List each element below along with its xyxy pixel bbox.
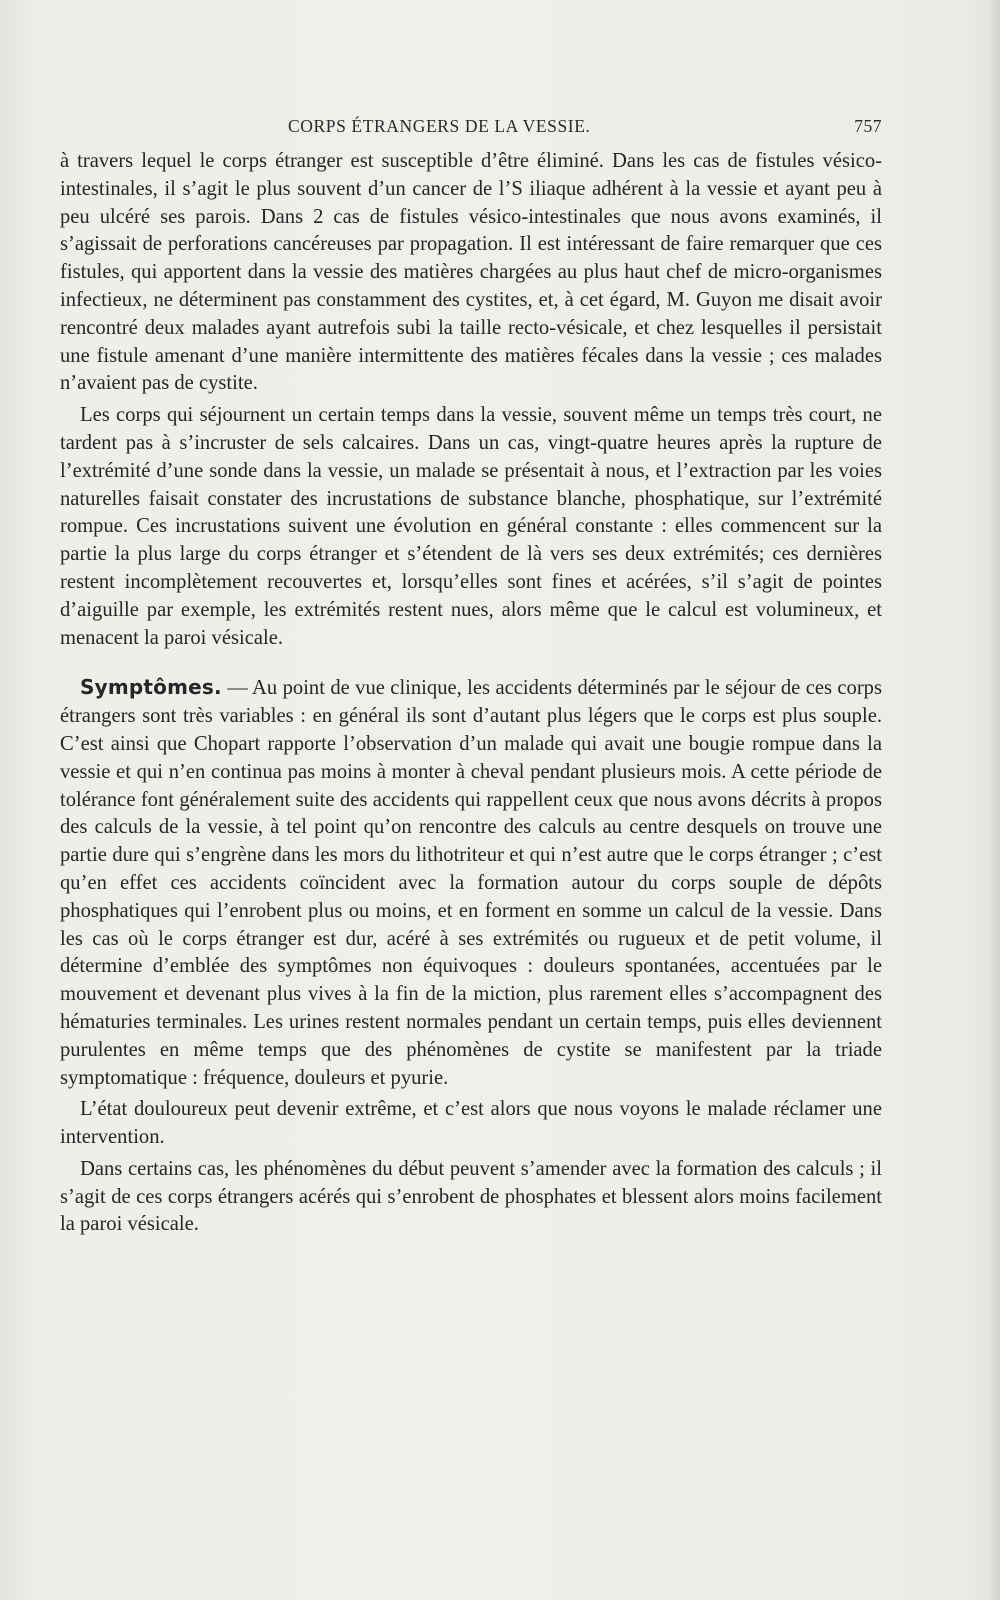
- paragraph-symptomes: [60, 674, 882, 1092]
- running-title: CORPS ÉTRANGERS DE LA VESSIE.: [288, 116, 591, 136]
- page-edge-shadow: [986, 0, 1000, 1600]
- page-header: [60, 116, 882, 142]
- section-heading: Symptômes.: [80, 675, 222, 700]
- section-text: — Au point de vue clinique, les accidents déterminés par le séjour de ces corps étrangers sont très variables : en général ils sont d’autant plus légers que le corps est plus souple. C’est ainsi que Chopart rapporte l’observation d’un malade qui avait une bougie rompue dans la vessie et qui n’en continua pas moins à monter à cheval pendant plusieurs mois. A cette période de tolérance font généralement suite des accidents qui rappellent ceux que nous avons décrits à propos des calculs de la vessie, à tel point qu’on rencontre des calculs au centre desquels on trouve une partie dure qui s’engrène dans les mors du lithotriteur et qui n’est autre que le corps étranger ; c’est qu’en effet ces accidents coïncident avec la formation autour du corps souple de dépôts phosphatiques qui l’enrobent plus ou moins, et en forment en somme un calcul de la vessie. Dans les cas où le corps étranger est dur, acéré à ses extrémités ou rugueux et de petit volume, il détermine d’emblée des symptômes non équivoques : douleurs spontanées, accentuées par le mouvement et devenant plus vives à la fin de la miction, plus rarement elles s’accompagnent des hématuries terminales. Les urines restent normales pendant un certain temps, puis elles deviennent purulentes en même temps que des phénomènes de cystite se manifestent par la triade symptomatique : fréquence, douleurs et pyurie.: [60, 677, 882, 1089]
- body-text: [60, 148, 882, 1239]
- paragraph-etat-douloureux: L’état douloureux peut devenir extrême, et c’est alors que nous voyons le malade réclamer une intervention.: [60, 1098, 882, 1149]
- paragraph-incrustations: Les corps qui séjournent un certain temps dans la vessie, souvent même un temps très court, ne tardent pas à s’incruster de sels calcaires. Dans un cas, vingt-quatre heures après la rupture de l’extrémité d’une sonde dans la vessie, un malade se présentait à nous, et l’extraction par les voies naturelles faisait constater des incrustations de substance blanche, phosphatique, sur l’extrémité rompue. Ces incrustations suivent une évolution en général constante : elles commencent sur la partie la plus large du corps étranger et s’étendent de là vers ses deux extrémités; ces dernières restent incomplètement recouvertes et, lorsqu’elles sont fines et acérées, s’il s’agit de pointes d’aiguille par exemple, les extrémités restent nues, alors même que le calcul est volumineux, et menacent la paroi vésicale.: [60, 404, 882, 649]
- paragraph-certains-cas: Dans certains cas, les phénomènes du début peuvent s’amender avec la formation des calculs ; il s’agit de ces corps étrangers acérés qui s’enrobent de phosphates et blessent alors moins facilement la paroi vésicale.: [60, 1157, 882, 1236]
- page-number: 757: [854, 116, 882, 136]
- paragraph-continuation: à travers lequel le corps étranger est susceptible d’être éliminé. Dans les cas de fistules vésico-intestinales, il s’agit le plus souvent d’un cancer de l’S iliaque adhérent à la vessie et ayant peu à peu ulcéré ses parois. Dans 2 cas de fistules vésico-intestinales que nous avons examinés, il s’agissait de perforations cancéreuses par propagation. Il est intéressant de faire remarquer que ces fistules, qui apportent dans la vessie des matières chargées au plus haut chef de micro-organismes infectieux, ne déterminent pas constamment des cystites, et, à cet égard, M. Guyon me disait avoir rencontré deux malades ayant autrefois subi la taille recto-vésicale, et chez lesquelles il persistait une fistule amenant d’une manière intermittente des matières fécales dans la vessie ; ces malades n’avaient pas de cystite.: [60, 150, 882, 395]
